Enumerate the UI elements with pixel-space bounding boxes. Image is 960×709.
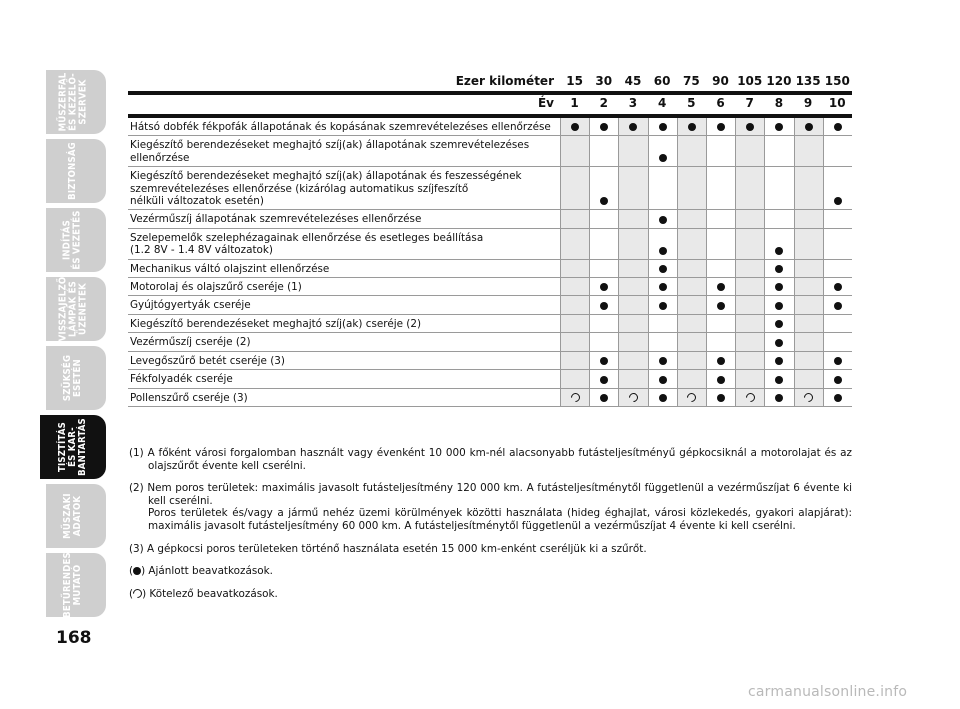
schedule-cell [589, 167, 618, 209]
schedule-cell [618, 333, 647, 350]
schedule-cell [794, 278, 823, 295]
schedule-cell [823, 118, 852, 135]
schedule-cell [677, 333, 706, 350]
schedule-cell [560, 315, 589, 332]
schedule-cell [618, 278, 647, 295]
schedule-cell [735, 260, 764, 277]
chapter-tab[interactable] [40, 553, 106, 617]
km-header-value: 15 [566, 74, 583, 88]
open-circle-icon [627, 391, 640, 404]
table-row [128, 210, 852, 228]
filled-dot-icon [834, 123, 842, 131]
schedule-cell [823, 229, 852, 259]
filled-dot-icon [600, 302, 608, 310]
year-header-value: 10 [828, 96, 846, 110]
filled-dot-icon [834, 394, 842, 402]
schedule-cell [764, 278, 793, 295]
year-header-value: 7 [745, 96, 754, 110]
schedule-cell [706, 389, 735, 406]
table-row [128, 370, 852, 388]
schedule-cell [735, 352, 764, 369]
schedule-cell [794, 118, 823, 135]
km-header-value: 105 [737, 74, 763, 88]
schedule-cell [794, 352, 823, 369]
schedule-cell [648, 260, 677, 277]
filled-dot-icon [133, 567, 141, 575]
chapter-tab[interactable] [40, 208, 106, 272]
schedule-cell [618, 370, 647, 387]
km-header-value: 60 [653, 74, 671, 88]
filled-dot-icon [775, 283, 783, 291]
schedule-cell [618, 260, 647, 277]
filled-dot-icon [834, 197, 842, 205]
schedule-cell [560, 229, 589, 259]
schedule-cell [823, 370, 852, 387]
schedule-cell [677, 278, 706, 295]
chapter-tab-label: MŰSZAKI ADATOK [62, 493, 83, 539]
chapter-tab[interactable] [40, 415, 106, 479]
table-row [128, 167, 852, 210]
schedule-cell [560, 167, 589, 209]
chapter-tab-label: INDÍTÁS ÉS VEZETÉS [61, 210, 83, 270]
schedule-cell [560, 210, 589, 227]
schedule-cell [823, 389, 852, 406]
schedule-cell [735, 136, 764, 166]
schedule-cell [735, 229, 764, 259]
chapter-tab-label: MŰSZERFAL ÉS KEZELŐ- SZERVEK [57, 72, 88, 132]
schedule-cell [648, 333, 677, 350]
year-header-value: 1 [570, 96, 579, 110]
filled-dot-icon [775, 123, 783, 131]
filled-dot-icon [659, 283, 667, 291]
table-row [128, 333, 852, 351]
filled-dot-icon [659, 302, 667, 310]
chapter-tab[interactable] [40, 346, 106, 410]
schedule-cell [589, 370, 618, 387]
filled-dot-icon [775, 376, 783, 384]
schedule-cell [764, 229, 793, 259]
schedule-cell [764, 136, 793, 166]
filled-dot-icon [775, 357, 783, 365]
schedule-cell [560, 370, 589, 387]
schedule-cell [706, 118, 735, 135]
schedule-cell [560, 333, 589, 350]
footnote-2-text: (2) Nem poros területek: maximális javasolt futásteljesítmény 120 000 km. A futásteljesítménytől függetlenül a vezérműszíjat 6 évente ki kell cserélni. [129, 482, 852, 507]
chapter-tab[interactable] [40, 277, 106, 341]
filled-dot-icon [600, 197, 608, 205]
year-header-values [560, 96, 852, 110]
schedule-cell [764, 167, 793, 209]
km-header-value: 30 [595, 74, 613, 88]
schedule-cell [706, 136, 735, 166]
schedule-cell [706, 229, 735, 259]
schedule-cell [648, 167, 677, 209]
schedule-cell [677, 210, 706, 227]
legend-recommended-text: ) Ajánlott beavatkozások. [141, 565, 273, 578]
filled-dot-icon [659, 376, 667, 384]
km-header-value: 150 [824, 74, 850, 88]
filled-dot-icon [775, 265, 783, 273]
filled-dot-icon [629, 123, 637, 131]
filled-dot-icon [775, 394, 783, 402]
schedule-cell [735, 167, 764, 209]
year-header-row [128, 92, 852, 114]
filled-dot-icon [659, 123, 667, 131]
schedule-cell [560, 118, 589, 135]
filled-dot-icon [717, 394, 725, 402]
filled-dot-icon [600, 357, 608, 365]
schedule-cell [589, 260, 618, 277]
table-row [128, 136, 852, 167]
open-circle-icon [744, 391, 757, 404]
maintenance-schedule-table [128, 70, 852, 404]
schedule-cell [706, 278, 735, 295]
open-circle-icon [569, 391, 582, 404]
footnote-1: (1) A főként városi forgalomban használt vagy évenként 10 000 km-nél alacsonyabb futásteljesítményű gépkocsiknál a motorolajat és az olajszűrőt évente kell cserélni. [129, 447, 852, 472]
open-circle-icon [685, 391, 698, 404]
schedule-cell [764, 315, 793, 332]
schedule-cell [794, 333, 823, 350]
schedule-cell [648, 278, 677, 295]
schedule-cell [589, 278, 618, 295]
schedule-cell [560, 352, 589, 369]
schedule-cell [677, 296, 706, 313]
schedule-cell [706, 352, 735, 369]
row-task-text: Kiegészítő berendezéseket meghajtó szíj(ak) állapotának szemrevételezéses ellenőrzése [130, 139, 530, 164]
schedule-cell [735, 118, 764, 135]
schedule-cell [589, 229, 618, 259]
schedule-cell [823, 333, 852, 350]
filled-dot-icon [659, 247, 667, 255]
filled-dot-icon [688, 123, 696, 131]
schedule-cell [618, 296, 647, 313]
schedule-cell [589, 296, 618, 313]
schedule-cell [735, 210, 764, 227]
schedule-cell [794, 315, 823, 332]
year-header-value: 8 [774, 96, 784, 110]
schedule-rows [128, 118, 852, 407]
schedule-cell [823, 260, 852, 277]
schedule-cell [823, 352, 852, 369]
schedule-cell [648, 370, 677, 387]
km-header-value: 90 [712, 74, 729, 88]
schedule-cell [706, 315, 735, 332]
filled-dot-icon [600, 394, 608, 402]
schedule-cell [648, 389, 677, 406]
schedule-cell [764, 333, 793, 350]
schedule-cell [677, 229, 706, 259]
km-header-values [560, 74, 852, 88]
row-task-text: Kiegészítő berendezéseket meghajtó szíj(ak) cseréje (2) [130, 317, 422, 330]
row-task-text: Vezérműszíj állapotának szemrevételezéses ellenőrzése [130, 213, 422, 226]
schedule-cell [823, 296, 852, 313]
chapter-tab[interactable] [40, 70, 106, 134]
schedule-cell [794, 389, 823, 406]
filled-dot-icon [659, 265, 667, 273]
filled-dot-icon [775, 302, 783, 310]
filled-dot-icon [717, 376, 725, 384]
km-header-value: 75 [682, 74, 700, 88]
schedule-cell [794, 167, 823, 209]
row-task-text: Motorolaj és olajszűrő cseréje (1) [130, 281, 302, 294]
table-row [128, 352, 852, 370]
km-header-value: 45 [624, 74, 642, 88]
chapter-tab-label: TISZTÍTÁS ÉS KAR- BANTARTÁS [57, 418, 88, 476]
chapter-tab[interactable] [40, 484, 106, 548]
schedule-cell [648, 118, 677, 135]
row-task-text: Levegőszűrő betét cseréje (3) [130, 354, 285, 367]
schedule-cell [648, 210, 677, 227]
schedule-cell [618, 229, 647, 259]
schedule-cell [735, 370, 764, 387]
schedule-cell [589, 118, 618, 135]
filled-dot-icon [775, 320, 783, 328]
schedule-cell [823, 278, 852, 295]
schedule-cell [618, 167, 647, 209]
filled-dot-icon [600, 123, 608, 131]
table-row [128, 260, 852, 278]
year-header-value: 6 [716, 96, 725, 110]
year-header-value: 5 [687, 96, 696, 110]
schedule-cell [794, 260, 823, 277]
footnote-2-dusty: Poros területek és/vagy a jármű nehéz üzemi körülmények közötti használata (hideg éghajlat, városi közlekedés, gyakori alapjárat): maximális javasolt futásteljesítmény 60 000 km. A futásteljesítménytől függetlenül a vezérműszíjat 4 évente ki kell cserélni. [148, 507, 852, 532]
schedule-cell [560, 389, 589, 406]
filled-dot-icon [775, 247, 783, 255]
table-row [128, 229, 852, 260]
filled-dot-icon [717, 357, 725, 365]
schedule-cell [794, 136, 823, 166]
schedule-cell [618, 352, 647, 369]
schedule-cell [735, 315, 764, 332]
footnote-3: (3) A gépkocsi poros területeken történő használata esetén 15 000 km-enként cseréljük ki a szűrőt. [129, 542, 647, 555]
schedule-cell [764, 352, 793, 369]
table-row [128, 118, 852, 136]
row-task-text: Pollenszűrő cseréje (3) [130, 391, 248, 404]
schedule-cell [677, 118, 706, 135]
table-row [128, 278, 852, 296]
row-task-text: Gyújtógyertyák cseréje [130, 299, 251, 312]
chapter-tab-label: BETŰRENDES MUTATÓ [61, 552, 83, 618]
filled-dot-icon [600, 376, 608, 384]
filled-dot-icon [834, 357, 842, 365]
year-header-value: 2 [599, 96, 608, 110]
schedule-cell [648, 352, 677, 369]
year-header-value: 4 [657, 96, 667, 110]
schedule-cell [794, 370, 823, 387]
schedule-cell [706, 296, 735, 313]
schedule-cell [618, 118, 647, 135]
filled-dot-icon [834, 302, 842, 310]
schedule-cell [764, 260, 793, 277]
chapter-tab-label: BIZTONSÁG [66, 142, 78, 200]
filled-dot-icon [659, 394, 667, 402]
filled-dot-icon [717, 123, 725, 131]
row-task-text: Vezérműszíj cseréje (2) [130, 336, 251, 349]
watermark: carmanualsonline.info [748, 684, 908, 700]
chapter-tab-label: SZÜKSÉG ESETÉN [61, 354, 83, 402]
schedule-cell [589, 389, 618, 406]
table-row [128, 315, 852, 333]
filled-dot-icon [659, 357, 667, 365]
schedule-cell [618, 210, 647, 227]
footnote-2 [129, 482, 852, 532]
page-number: 168 [56, 628, 92, 648]
filled-dot-icon [717, 302, 725, 310]
filled-dot-icon [659, 216, 667, 224]
schedule-cell [589, 352, 618, 369]
schedule-cell [618, 389, 647, 406]
schedule-cell [794, 229, 823, 259]
filled-dot-icon [746, 123, 754, 131]
chapter-tab-label: VISSZAJELZŐ LÁMPÁK ÉS ÜZENETEK [57, 276, 88, 342]
chapter-tab[interactable] [40, 139, 106, 203]
schedule-cell [764, 389, 793, 406]
filled-dot-icon [775, 339, 783, 347]
schedule-cell [706, 167, 735, 209]
schedule-cell [648, 296, 677, 313]
open-circle-icon [802, 391, 815, 404]
row-task-text: Fékfolyadék cseréje [130, 373, 233, 386]
row-task-text: Szelepemelők szelephézagainak ellenőrzése és esetleges beállítása (1.2 8V - 1.4 8V változatok) [130, 231, 484, 257]
legend-recommended: ( ) Ajánlott beavatkozások. [129, 565, 273, 578]
schedule-cell [823, 167, 852, 209]
schedule-cell [764, 118, 793, 135]
schedule-cell [560, 296, 589, 313]
schedule-cell [677, 260, 706, 277]
filled-dot-icon [659, 154, 667, 162]
schedule-cell [560, 136, 589, 166]
schedule-cell [764, 210, 793, 227]
row-task-text: Mechanikus váltó olajszint ellenőrzése [130, 262, 330, 275]
schedule-cell [677, 167, 706, 209]
schedule-cell [823, 210, 852, 227]
schedule-cell [735, 389, 764, 406]
km-header-label: Ezer kilométer [455, 74, 554, 88]
schedule-cell [735, 296, 764, 313]
year-header-value: 9 [803, 96, 813, 110]
year-header-label: Év [537, 96, 554, 110]
schedule-cell [589, 333, 618, 350]
schedule-cell [706, 370, 735, 387]
schedule-cell [706, 210, 735, 227]
schedule-cell [677, 352, 706, 369]
row-task-text: Hátsó dobfék fékpofák állapotának és kopásának szemrevételezéses ellenőrzése [130, 121, 551, 133]
schedule-cell [677, 370, 706, 387]
schedule-cell [706, 333, 735, 350]
schedule-cell [764, 296, 793, 313]
schedule-cell [560, 260, 589, 277]
filled-dot-icon [805, 123, 813, 131]
schedule-cell [648, 315, 677, 332]
schedule-cell [589, 136, 618, 166]
schedule-cell [677, 389, 706, 406]
schedule-cell [589, 210, 618, 227]
legend-mandatory-text: ) Kötelező beavatkozások. [142, 587, 278, 600]
km-header-value: 135 [795, 74, 821, 88]
schedule-cell [618, 315, 647, 332]
schedule-cell [589, 315, 618, 332]
schedule-cell [648, 136, 677, 166]
schedule-cell [823, 136, 852, 166]
filled-dot-icon [571, 123, 579, 131]
schedule-cell [735, 333, 764, 350]
filled-dot-icon [834, 376, 842, 384]
schedule-cell [764, 370, 793, 387]
schedule-cell [823, 315, 852, 332]
legend-mandatory: ( ) Kötelező beavatkozások. [129, 587, 278, 600]
schedule-cell [706, 260, 735, 277]
row-task-text: Kiegészítő berendezéseket meghajtó szíj(ak) állapotának és feszességének szemrevételezéses ellenőrzése (kizárólag automatikus szíjfeszítő nélküli változatok esetén) [130, 170, 522, 208]
schedule-cell [618, 136, 647, 166]
schedule-cell [648, 229, 677, 259]
filled-dot-icon [834, 283, 842, 291]
km-header-row [128, 70, 852, 92]
filled-dot-icon [600, 283, 608, 291]
schedule-cell [794, 296, 823, 313]
table-row [128, 389, 852, 407]
km-header-value: 120 [766, 74, 792, 88]
schedule-cell [794, 210, 823, 227]
footnotes [129, 447, 852, 610]
schedule-cell [735, 278, 764, 295]
year-header-value: 3 [628, 96, 638, 110]
table-row [128, 296, 852, 314]
schedule-cell [677, 315, 706, 332]
filled-dot-icon [717, 283, 725, 291]
schedule-cell [677, 136, 706, 166]
schedule-cell [560, 278, 589, 295]
